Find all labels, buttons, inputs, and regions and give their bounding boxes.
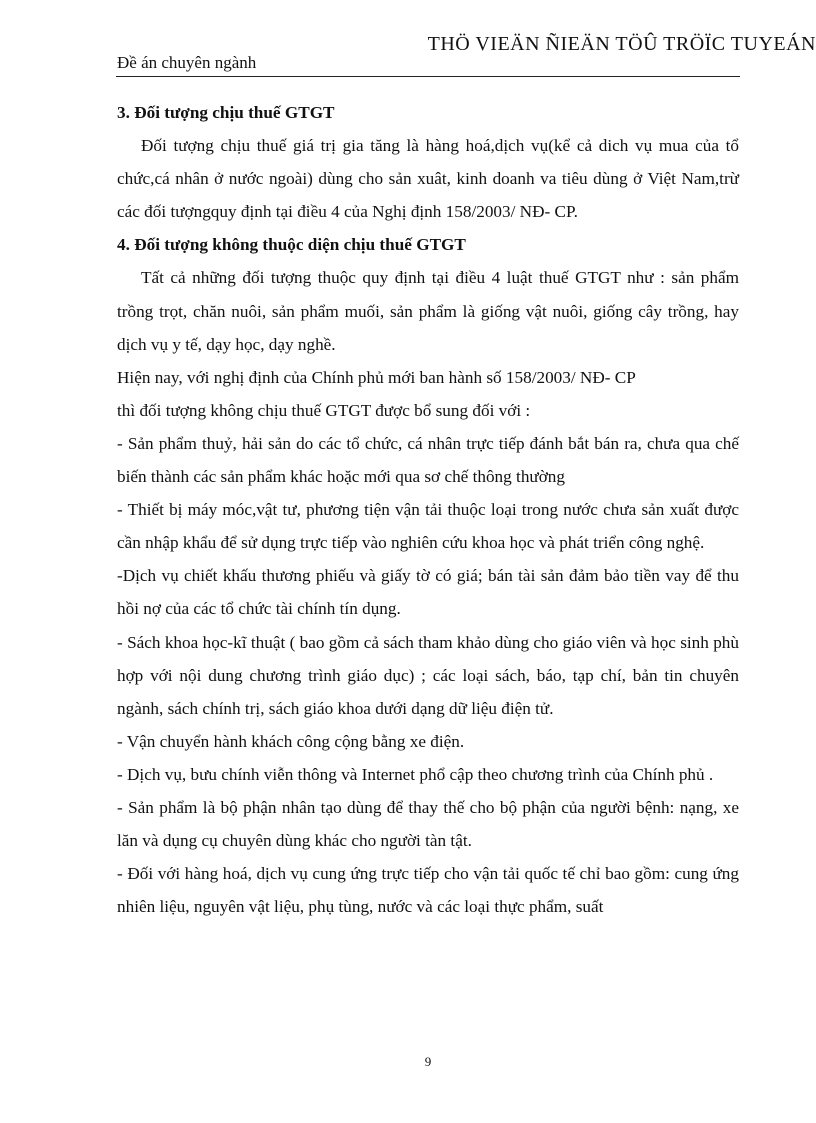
list-item: - Sản phẩm là bộ phận nhân tạo dùng để thay thế cho bộ phận của người bệnh: nạng, xe lăn và dụng cụ chuyên dùng khác cho người tàn tật. xyxy=(117,797,739,851)
section-4-line-1: Hiện nay, với nghị định của Chính phủ mới ban hành số 158/2003/ NĐ- CP xyxy=(117,367,636,387)
page-number: 9 xyxy=(424,1054,432,1069)
watermark-text: THÖ VIEÄN ÑIEÄN TÖÛ TRÖÏC TUYEÁN xyxy=(427,33,816,55)
section-3-paragraph: Đối tượng chịu thuế giá trị gia tăng là hàng hoá,dịch vụ(kể cả dich vụ mua của tổ chức,cá nhân ở nước ngoài) dùng cho sản xuât, kinh doanh va tiêu dùng ở Việt Nam,trừ các đối tượngquy định tại điều 4 của Nghị định 158/2003/ NĐ- CP. xyxy=(117,136,739,222)
document-body xyxy=(117,96,739,923)
list-item: - Sách khoa học-kĩ thuật ( bao gồm cả sách tham khảo dùng cho giáo viên và học sinh phù hợp với nội dung chương trình giáo dục) ; các loại sách, báo, tạp chí, bản tin chuyên ngành, sách chính trị, sách giáo khoa dưới dạng dữ liệu điện tử. xyxy=(117,632,739,718)
section-4-intro: Tất cả những đối tượng thuộc quy định tại điều 4 luật thuế GTGT như : sản phẩm trồng trọt, chăn nuôi, sản phẩm muối, sản phẩm là giống vật nuôi, giống cây trồng, hay dịch vụ y tế, dạy học, dạy nghề. xyxy=(117,268,739,354)
section-3-heading: 3. Đối tượng chịu thuế GTGT xyxy=(117,103,335,122)
list-item: - Đối với hàng hoá, dịch vụ cung ứng trực tiếp cho vận tải quốc tế chỉ bao gồm: cung ứng nhiên liệu, nguyên vật liệu, phụ tùng, nước và các loại thực phẩm, suất xyxy=(117,864,739,917)
list-item: - Vận chuyển hành khách công cộng bằng xe điện. xyxy=(117,731,465,751)
section-4-line-2: thì đối tượng không chịu thuế GTGT được bổ sung đối với : xyxy=(117,400,531,420)
header-divider xyxy=(116,76,740,77)
list-item: - Dịch vụ, bưu chính viễn thông và Internet phổ cập theo chương trình của Chính phủ . xyxy=(117,764,714,784)
list-item: - Thiết bị máy móc,vật tư, phương tiện vận tải thuộc loại trong nước chưa sản xuất được cần nhập khẩu để sử dụng trực tiếp vào nghiên cứu khoa học và phát triển công nghệ. xyxy=(117,500,739,553)
header-title: Đề án chuyên ngành xyxy=(117,53,257,72)
list-item: - Sản phẩm thuỷ, hải sản do các tổ chức, cá nhân trực tiếp đánh bắt bán ra, chưa qua chế biến thành các sản phẩm khác hoặc mới qua sơ chế thông thường xyxy=(117,433,739,487)
section-4-heading: 4. Đối tượng không thuộc diện chịu thuế GTGT xyxy=(117,235,466,255)
list-item: -Dịch vụ chiết khấu thương phiếu và giấy tờ có giá; bán tài sản đảm bảo tiền vay để thu hồi nợ của các tổ chức tài chính tín dụng. xyxy=(117,566,739,619)
